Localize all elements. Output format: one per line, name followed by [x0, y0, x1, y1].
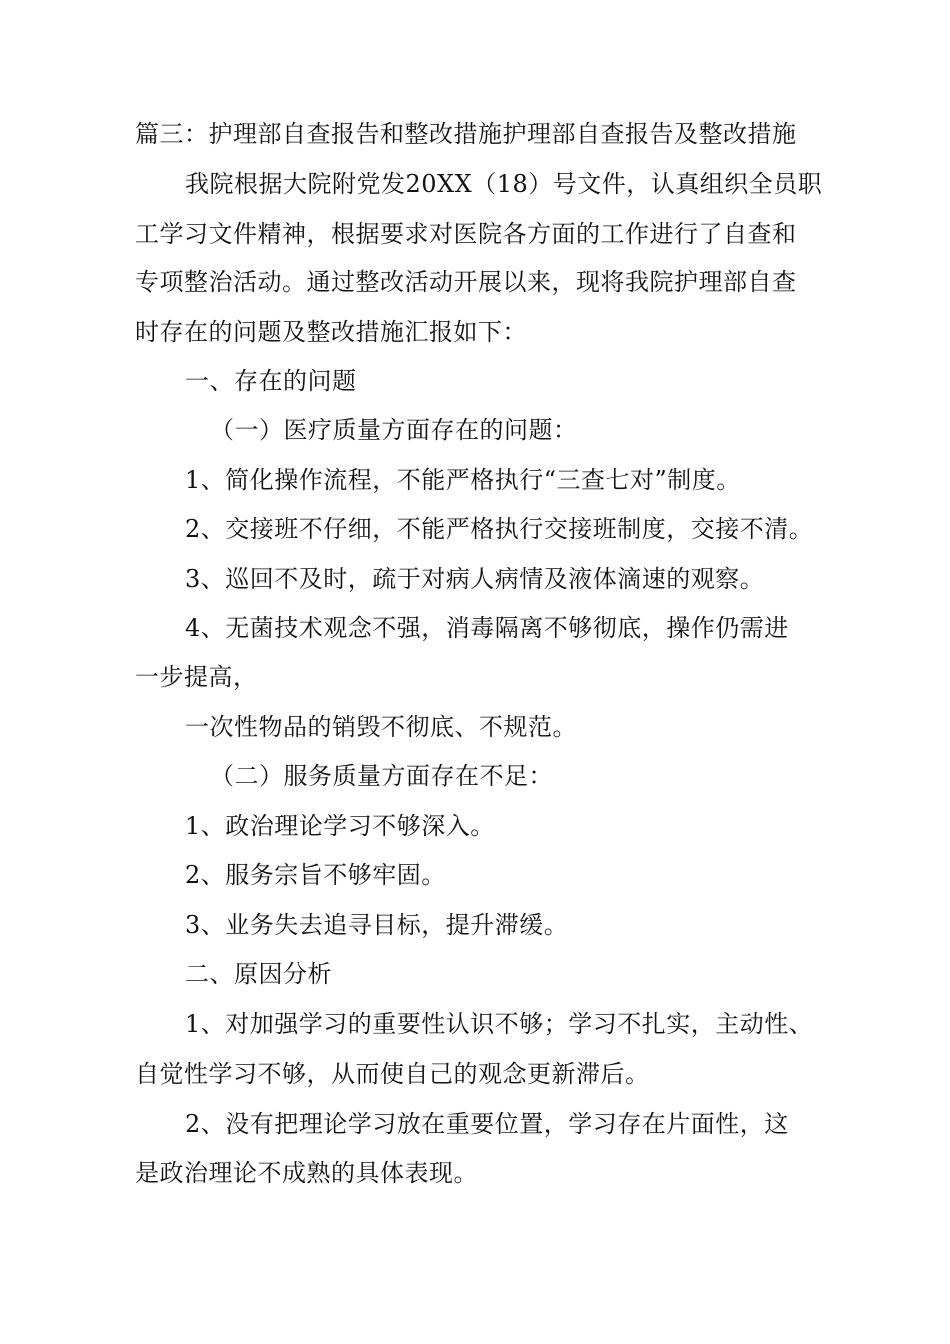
intro-line: 时存在的问题及整改措施汇报如下：: [135, 318, 527, 346]
intro-line: 工学习文件精神，根据要求对医院各方面的工作进行了自查和: [135, 220, 797, 248]
intro-line: 专项整治活动。通过整改活动开展以来，现将我院护理部自查: [135, 268, 797, 296]
section-heading-problems: 一、存在的问题: [185, 367, 357, 395]
intro-line: 我院根据大院附党发20XX（18）号文件，认真组织全员职: [185, 170, 823, 198]
section-heading-cause-analysis: 二、原因分析: [185, 960, 332, 988]
list-item: 2、服务宗旨不够牢固。: [185, 861, 446, 889]
subsection-heading-medical-quality: （一）医疗质量方面存在的问题：: [210, 416, 578, 444]
list-item: 3、业务失去追寻目标，提升滞缓。: [185, 911, 569, 939]
list-item: 1、政治理论学习不够深入。: [185, 812, 495, 840]
list-item-continued: 一步提高，: [135, 663, 258, 691]
list-item: 2、交接班不仔细，不能严格执行交接班制度，交接不清。: [185, 515, 814, 543]
subsection-heading-service-quality: （二）服务质量方面存在不足：: [210, 762, 553, 790]
document-title: 篇三：护理部自查报告和整改措施护理部自查报告及整改措施: [135, 120, 797, 148]
paragraph-line: 1、对加强学习的重要性认识不够；学习不扎实，主动性、: [185, 1010, 814, 1038]
paragraph-line: 是政治理论不成熟的具体表现。: [135, 1159, 478, 1187]
paragraph-line: 自觉性学习不够，从而使自己的观念更新滞后。: [135, 1060, 650, 1088]
list-item: 4、无菌技术观念不强，消毒隔离不够彻底，操作仍需进: [185, 614, 789, 642]
list-item: 1、简化操作流程，不能严格执行“三查七对”制度。: [185, 466, 741, 494]
paragraph-line: 2、没有把理论学习放在重要位置，学习存在片面性，这: [185, 1110, 789, 1138]
list-item: 一次性物品的销毁不彻底、不规范。: [185, 713, 577, 741]
list-item: 3、巡回不及时，疏于对病人病情及液体滴速的观察。: [185, 565, 765, 593]
